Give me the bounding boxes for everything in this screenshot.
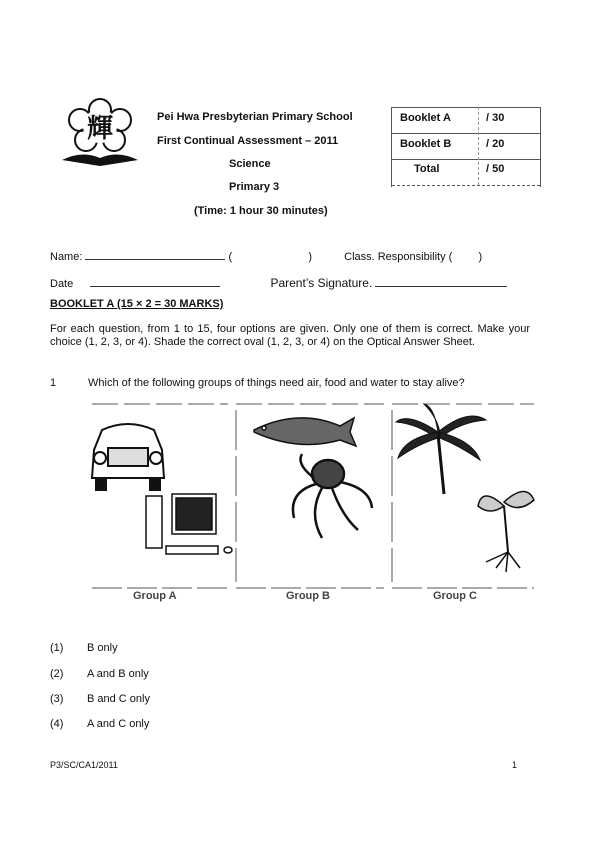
exam-duration: (Time: 1 hour 30 minutes)	[194, 205, 328, 217]
option-text: B and C only	[87, 693, 150, 705]
option-2[interactable]	[50, 668, 149, 680]
booklet-heading: BOOKLET A (15 × 2 = 30 MARKS)	[50, 298, 224, 310]
question-text: Which of the following groups of things need air, food and water to stay alive?	[88, 377, 465, 389]
question-picture	[88, 402, 540, 590]
option-number: (1)	[50, 642, 64, 654]
option-text: A and B only	[87, 668, 149, 680]
marks-score-total: / 50	[486, 163, 505, 175]
marks-score-b: / 20	[486, 138, 505, 150]
name-label: Name:	[50, 251, 83, 263]
assessment-title: First Continual Assessment – 2011	[157, 135, 339, 147]
group-b-label: Group B	[286, 590, 330, 602]
option-number: (3)	[50, 693, 64, 705]
option-number: (2)	[50, 668, 64, 680]
octopus-icon	[293, 454, 372, 538]
group-c-label: Group C	[433, 590, 477, 602]
option-number: (4)	[50, 718, 64, 730]
option-1[interactable]	[50, 642, 118, 654]
subject: Science	[229, 158, 271, 170]
question-number: 1	[50, 377, 57, 389]
footer-code: P3/SC/CA1/2011	[50, 760, 118, 770]
signature-label: Parent’s Signature.	[270, 276, 373, 290]
computer-icon	[146, 494, 232, 554]
marks-label-a: Booklet A	[400, 112, 451, 124]
school-logo	[58, 96, 142, 168]
class-close: )	[478, 251, 483, 263]
date-label: Date	[50, 278, 74, 290]
page-number: 1	[512, 760, 518, 770]
name-field: Name: ( ) Class. Responsibility ( )	[50, 251, 483, 263]
car-icon	[92, 424, 164, 490]
logo-character: 輝	[86, 114, 113, 144]
signature-blank[interactable]	[375, 286, 507, 287]
marks-label-b: Booklet B	[400, 138, 452, 150]
marks-box	[391, 107, 541, 187]
instructions: For each question, from 1 to 15, four options are given. Only one of them is correct. Make your choice (1, 2, 3, or 4). Shade the correct oval (1, 2, 3, or 4) on the Optical Answer Sheet.	[50, 323, 530, 348]
plant-icon	[478, 491, 534, 572]
school-name: Pei Hwa Presbyterian Primary School	[157, 111, 353, 123]
option-text: A and C only	[87, 718, 150, 730]
date-blank[interactable]	[90, 286, 220, 287]
group-a-label: Group A	[133, 590, 177, 602]
marks-label-total: Total	[414, 163, 440, 175]
palm-tree-icon	[396, 404, 486, 494]
marks-score-a: / 30	[486, 112, 505, 124]
date-field	[50, 276, 550, 290]
fish-icon	[254, 418, 356, 446]
class-label: Class. Responsibility (	[344, 251, 453, 263]
level: Primary 3	[229, 181, 280, 193]
name-blank[interactable]	[85, 259, 225, 260]
option-4[interactable]	[50, 718, 150, 730]
option-text: B only	[87, 642, 118, 654]
option-3[interactable]	[50, 693, 150, 705]
